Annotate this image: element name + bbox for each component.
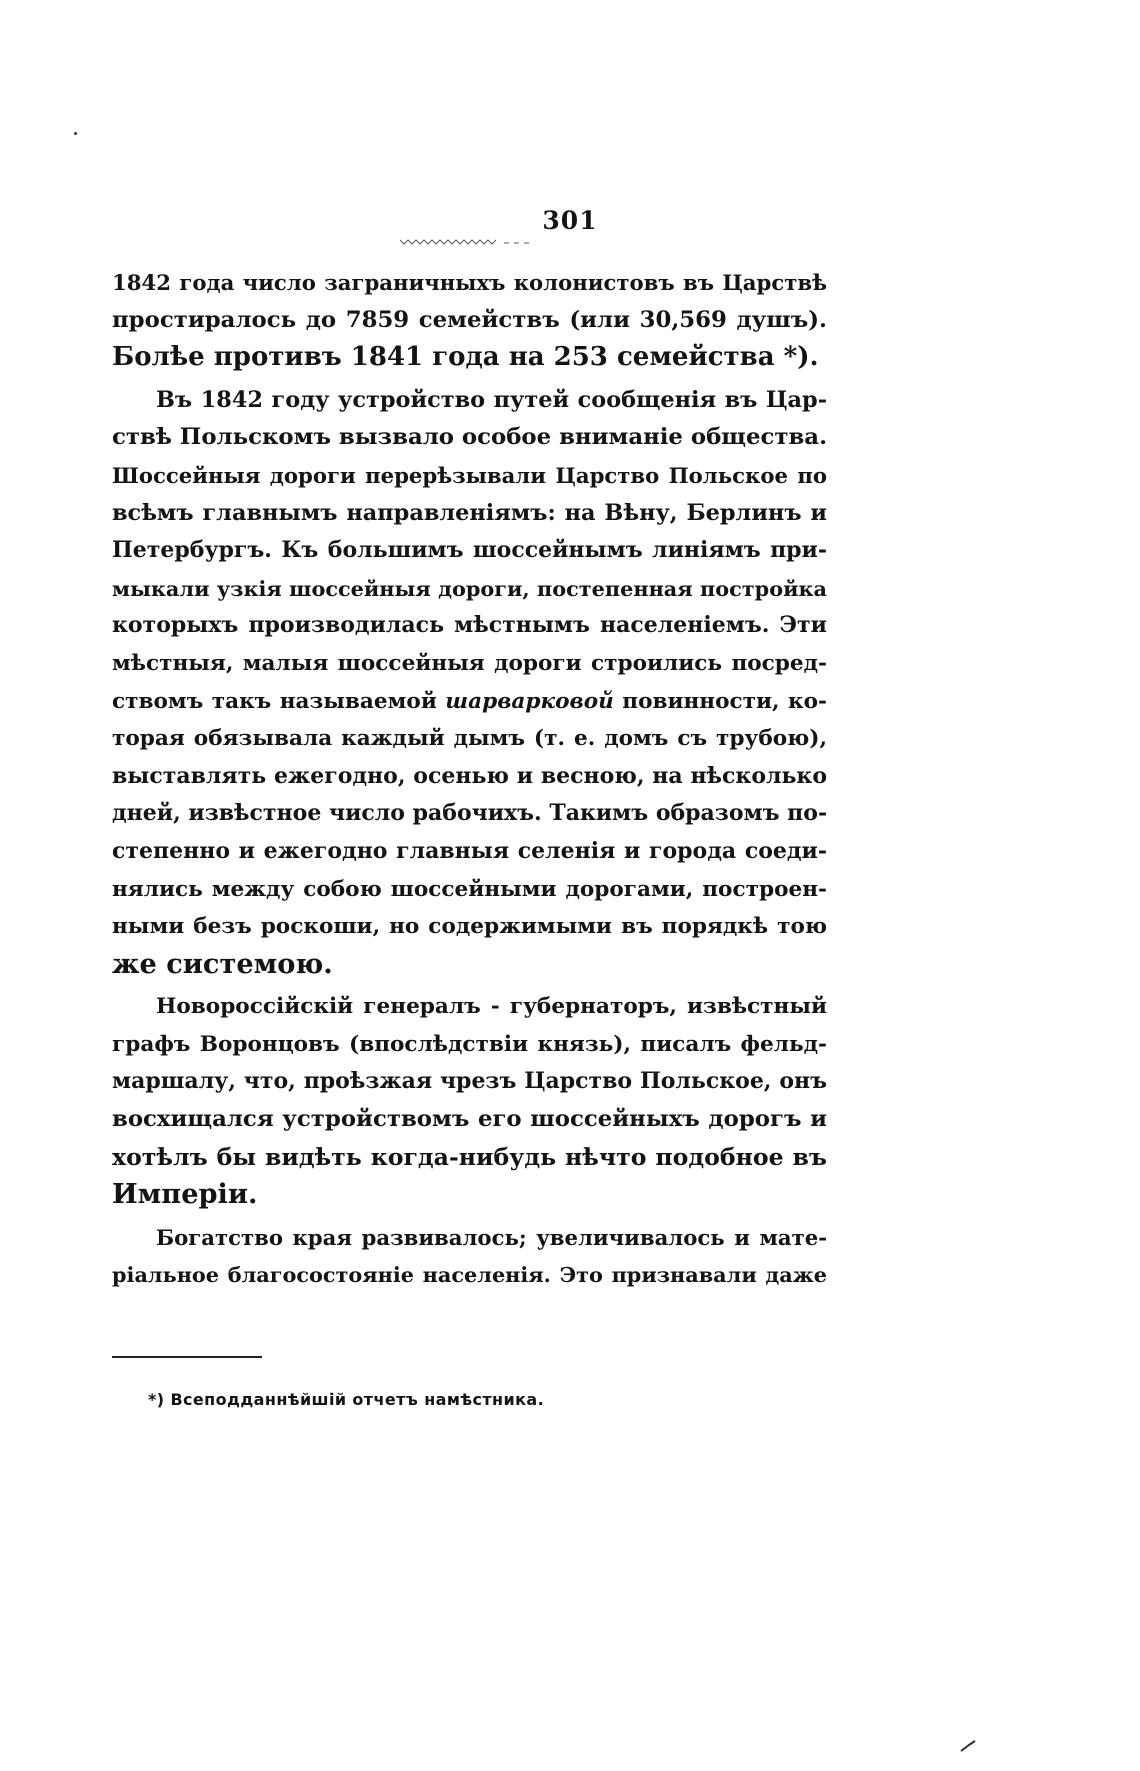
footnote: *) Всеподданнѣйшій отчетъ намѣстника.	[148, 1390, 545, 1409]
scan-mark	[960, 1740, 976, 1752]
text-line: графъ Воронцовъ (впослѣдствіи князь), писалъ фельд-	[112, 1031, 827, 1057]
text-line: Шоссейныя дороги перерѣзывали Царство Польское по	[112, 462, 827, 488]
text-line: же системою.	[112, 947, 333, 980]
scan-speck	[74, 132, 77, 135]
text-line: маршалу, что, проѣзжая чрезъ Царство Польское, онъ	[112, 1068, 827, 1095]
text-line: ствомъ такъ называемой шарварковой повинности, ко-	[112, 688, 827, 714]
text-line: всѣмъ главнымъ направленіямъ: на Вѣну, Берлинъ и	[112, 499, 827, 526]
text-line: Богатство края развивалось; увеличивалось и мате-	[156, 1224, 827, 1250]
paragraph	[112, 264, 827, 377]
text-line: хотѣлъ бы видѣть когда-нибудь нѣчто подобное въ	[112, 1142, 827, 1171]
text-line: Имперіи.	[112, 1178, 258, 1211]
text-line: восхищался устройствомъ его шоссейныхъ дорогъ и	[112, 1106, 827, 1133]
main-text	[112, 264, 827, 1294]
text-line: ствѣ Польскомъ вызвало особое вниманіе общества.	[112, 424, 827, 451]
footnote-divider	[112, 1356, 262, 1358]
text-line: ными безъ роскоши, но содержимыми въ порядкѣ тою	[112, 914, 827, 940]
paragraph	[112, 1219, 827, 1294]
text-line: мѣстныя, малыя шоссейныя дороги строились посред-	[112, 650, 827, 676]
paragraph	[112, 988, 827, 1214]
text-line: 1842 года число заграничныхъ колонистовъ въ Царствѣ	[112, 270, 827, 295]
page-number: 301	[542, 206, 598, 235]
text-line: торая обязывала каждый дымъ (т. е. домъ съ трубою),	[112, 726, 827, 752]
text-line: простиралось до 7859 семействъ (или 30,569 душъ).	[112, 306, 827, 333]
text-line: Болѣе противъ 1841 года на 253 семейства *).	[112, 342, 819, 373]
text-line: выставлять ежегодно, осенью и весною, на нѣсколько	[112, 762, 827, 789]
text-line: ріальное благосостояніе населенія. Это признавали даже	[112, 1262, 827, 1288]
text-line: степенно и ежегодно главныя селенія и города соеди-	[112, 837, 827, 864]
text-line: нялись между собою шоссейными дорогами, построен-	[112, 876, 827, 902]
text-line: Новороссійскій генералъ - губернаторъ, извѣстный	[156, 994, 827, 1020]
text-line: Петербургъ. Къ большимъ шоссейнымъ линіямъ при-	[112, 537, 827, 564]
text-line: дней, извѣстное число рабочихъ. Такимъ образомъ по-	[112, 800, 827, 827]
text-line: Въ 1842 году устройство путей сообщенія въ Цар-	[156, 386, 827, 413]
italic-term: шарварковой	[445, 688, 614, 714]
paragraph	[112, 382, 827, 984]
page-number-ornament	[400, 238, 530, 246]
text-line: которыхъ производилась мѣстнымъ населеніемъ. Эти	[112, 612, 827, 639]
text-line: мыкали узкія шоссейныя дороги, постепенная постройка	[112, 575, 827, 601]
